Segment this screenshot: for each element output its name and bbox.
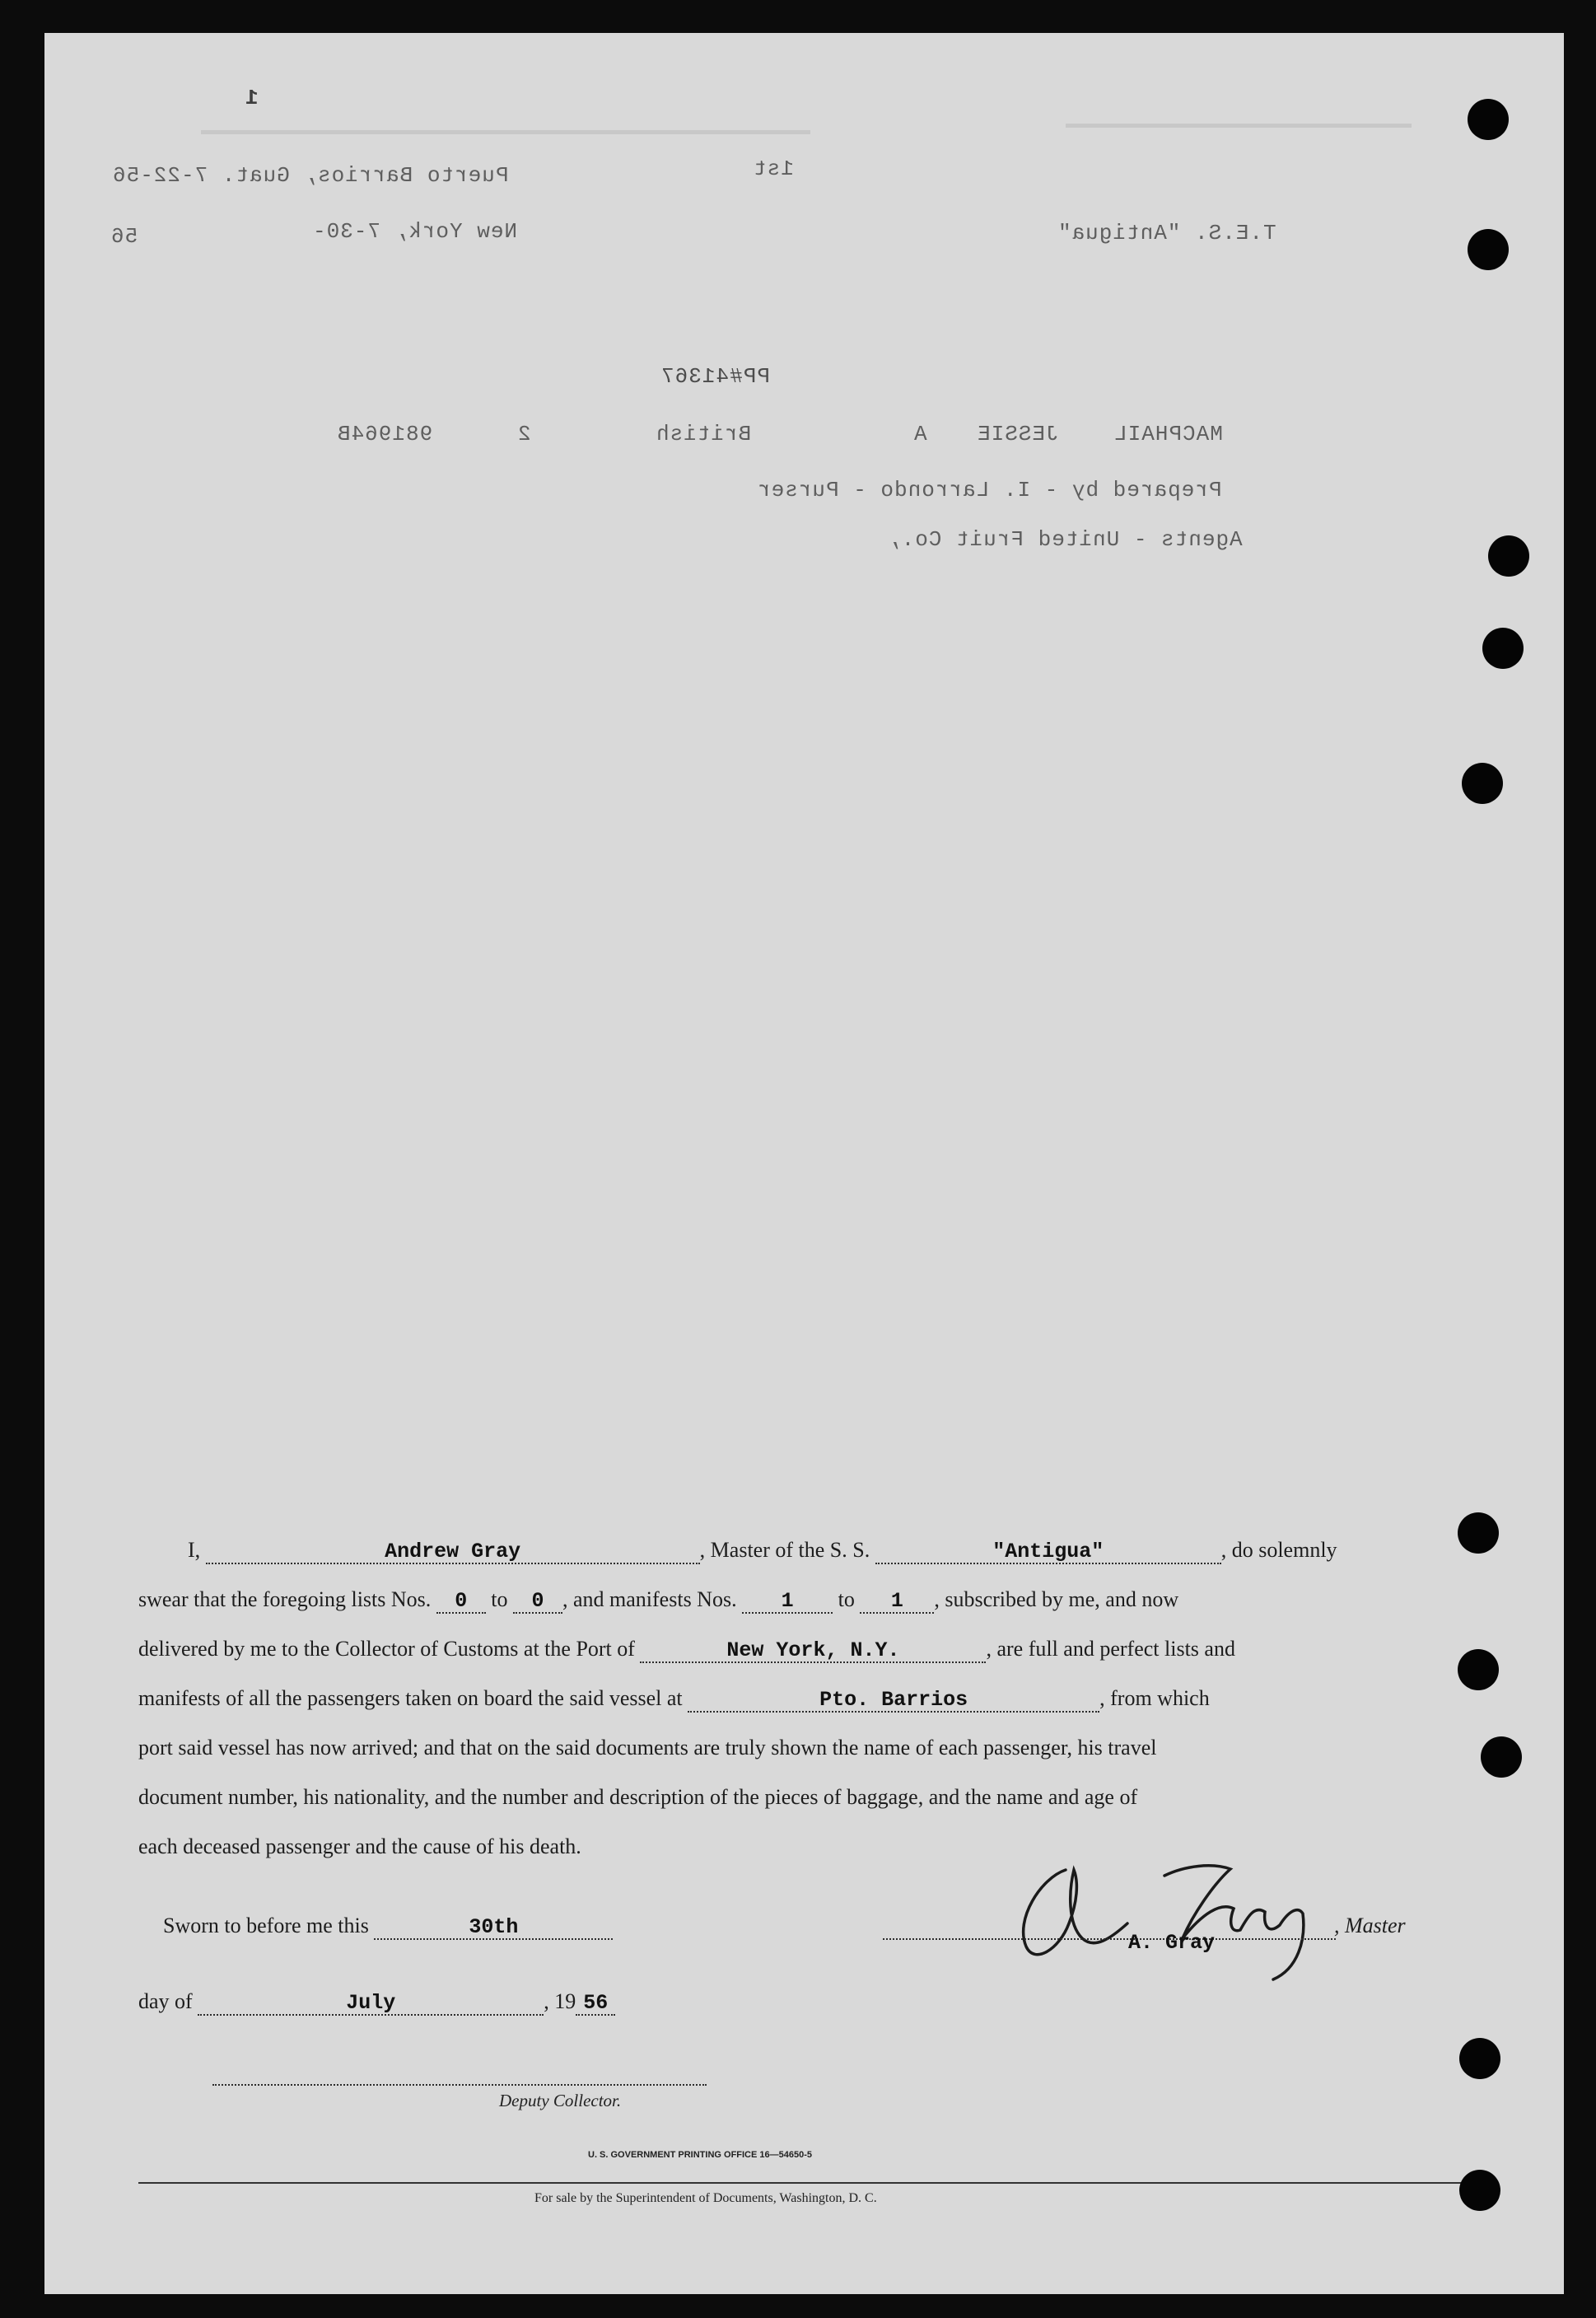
- oath-line-2: [138, 1587, 1178, 1614]
- passenger-given-name: JESSIE: [977, 422, 1059, 446]
- passenger-initial: A: [913, 422, 927, 446]
- oath-i: I,: [188, 1538, 201, 1562]
- binder-hole: [1468, 229, 1509, 270]
- passenger-surname: MACPHAIL: [1113, 422, 1223, 446]
- binder-hole: [1462, 763, 1503, 804]
- binder-hole: [1459, 2170, 1500, 2211]
- document-number: 981964B: [337, 422, 433, 446]
- year-field: 56: [576, 1993, 615, 2016]
- oath-to-1: to: [491, 1587, 508, 1611]
- passport-note: PP#41367: [660, 364, 770, 389]
- prepared-by-note: Prepared by - I. Larrondo - Purser: [757, 478, 1222, 502]
- manifests-to-field: 1: [860, 1591, 934, 1614]
- oath-master-of-ss: , Master of the S. S.: [699, 1538, 870, 1562]
- oath-line-4: [138, 1686, 1210, 1713]
- boarding-port-field: Pto. Barrios: [688, 1689, 1099, 1713]
- master-name-field: Andrew Gray: [206, 1541, 700, 1564]
- faded-form-title: [201, 130, 810, 134]
- footer-rule: [138, 2182, 1464, 2184]
- oath-are-full: , are full and perfect lists and: [986, 1637, 1235, 1661]
- oath-and-manifests: , and manifests Nos.: [562, 1587, 737, 1611]
- oath-subscribed: , subscribed by me, and now: [934, 1587, 1179, 1611]
- day-of-label: day of: [138, 1989, 193, 2013]
- arrival-port-date: New York, 7-30-: [312, 219, 518, 244]
- lists-from-field: 0: [436, 1591, 486, 1614]
- deputy-collector-label: Deputy Collector.: [499, 2091, 622, 2110]
- binder-hole: [1482, 628, 1524, 669]
- agents-note: Agents - United Fruit Co.,: [887, 527, 1243, 552]
- manifests-from-field: 1: [742, 1591, 833, 1614]
- oath-line-1: [188, 1538, 1337, 1564]
- deputy-collector-line: [212, 2084, 707, 2086]
- oath-from-which: , from which: [1099, 1686, 1210, 1710]
- sworn-before-label: Sworn to before me this: [163, 1914, 369, 1937]
- lists-to-field: 0: [513, 1591, 562, 1614]
- for-sale-notice: For sale by the Superintendent of Documents, Washington, D. C.: [534, 2191, 877, 2205]
- binder-hole: [1459, 2038, 1500, 2079]
- vessel-name-field: "Antigua": [875, 1541, 1221, 1564]
- oath-delivered: delivered by me to the Collector of Customs at the Port of: [138, 1637, 635, 1661]
- printing-office-imprint: U. S. GOVERNMENT PRINTING OFFICE 16—54650-5: [588, 2150, 813, 2160]
- baggage-pieces: 2: [517, 422, 531, 446]
- oath-to-2: to: [838, 1587, 855, 1611]
- vessel-name: T.E.S. "Antigua": [1057, 221, 1276, 245]
- passenger-nationality: British: [656, 422, 752, 446]
- binder-hole: [1458, 1512, 1499, 1554]
- document-page: [44, 33, 1564, 2294]
- oath-manifests-all: manifests of all the passengers taken on board the said vessel at: [138, 1686, 683, 1710]
- master-signature: [1008, 1833, 1370, 1989]
- oath-line-7: each deceased passenger and the cause of his death.: [138, 1834, 581, 1858]
- oath-line-5: port said vessel has now arrived; and that on the said documents are truly shown the name of each passenger, his travel: [138, 1736, 1157, 1760]
- oath-do-solemnly: , do solemnly: [1220, 1538, 1337, 1562]
- oath-line-3: [138, 1637, 1235, 1663]
- oath-line-6: document number, his nationality, and the number and description of the pieces of baggage, and the name and age of: [138, 1785, 1138, 1809]
- master-signature-line: [883, 1938, 1336, 1940]
- class-label: 1st: [753, 157, 794, 181]
- oath-swear-lists: swear that the foregoing lists Nos.: [138, 1587, 432, 1611]
- faded-form-subtitle: [1066, 124, 1412, 128]
- binder-hole: [1458, 1649, 1499, 1690]
- sworn-line: [163, 1914, 613, 1940]
- year-prefix: , 19: [544, 1989, 576, 2013]
- sworn-day-field: 30th: [374, 1917, 613, 1940]
- binder-hole: [1468, 99, 1509, 140]
- binder-hole: [1481, 1736, 1522, 1778]
- departure-port-date: Puerto Barrios, Guat. 7-22-56: [112, 163, 509, 188]
- arrival-day: 56: [110, 224, 138, 249]
- binder-hole: [1488, 535, 1529, 577]
- month-field: July: [198, 1993, 544, 2016]
- day-of-line: [138, 1989, 615, 2016]
- page-number: 1: [245, 86, 259, 110]
- master-typed-name: A. Gray: [1128, 1931, 1216, 1955]
- master-suffix: , Master: [1334, 1914, 1406, 1937]
- port-field: New York, N.Y.: [640, 1640, 986, 1663]
